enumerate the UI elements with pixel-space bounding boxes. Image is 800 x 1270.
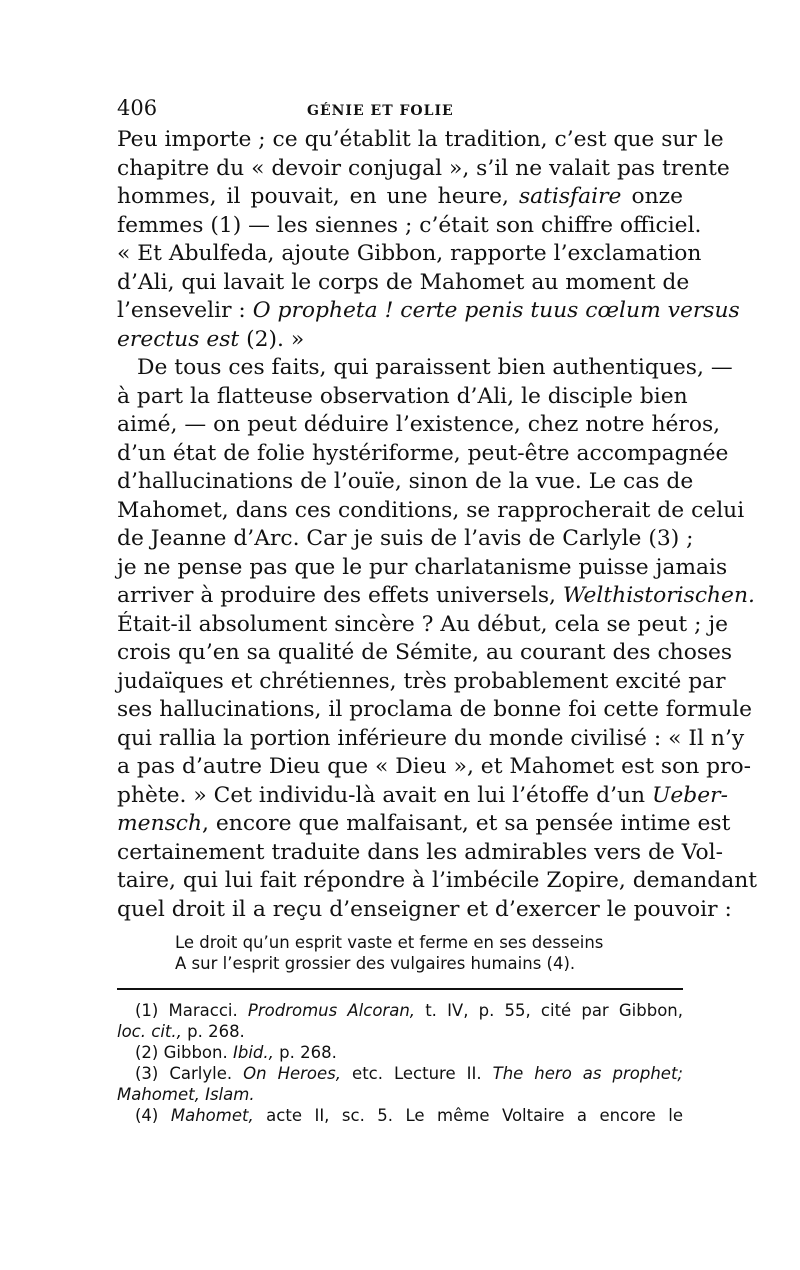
text-line: judaïques et chrétiennes, très probablement excité par — [117, 668, 726, 694]
text-line: certainement traduite dans les admirables vers de Vol- — [117, 839, 723, 865]
text-line: ses hallucinations, il proclama de bonne foi cette formule — [117, 697, 752, 722]
text-line: je ne pense pas que le pur charlatanisme puisse jamais — [117, 554, 728, 580]
footnote: (4) Mahomet, acte II, sc. 5. Le même Voltaire a encore le — [135, 1106, 683, 1125]
text-line: taire, qui lui fait répondre à l’imbécile Zopire, demandant — [117, 868, 758, 893]
text-line: Peu importe ; ce qu’établit la tradition, c’est que sur le — [117, 127, 724, 152]
text-line: de Jeanne d’Arc. Car je suis de l’avis de Carlyle (3) ; — [117, 526, 694, 551]
text-line: phète. » Cet individu-là avait en lui l’étoffe d’un Ueber- — [117, 782, 728, 808]
text-line: De tous ces faits, qui paraissent bien authentiques, — — [137, 355, 733, 380]
text-line: Mahomet, dans ces conditions, se rapprocherait de celui — [117, 497, 745, 523]
verse-line: Le droit qu’un esprit vaste et ferme en ses desseins — [175, 933, 604, 952]
footnote: (3) Carlyle. On Heroes, etc. Lecture II. The hero as prophet; — [135, 1064, 683, 1083]
text-line: Était-il absolument sincère ? Au début, cela se peut ; je — [117, 611, 729, 637]
text-line: chapitre du « devoir conjugal », s’il ne valait pas trente — [117, 155, 730, 181]
verse-quote — [117, 932, 683, 974]
text-line: aimé, — on peut déduire l’existence, chez notre héros, — [117, 412, 721, 437]
footnote-continuation: Mahomet, Islam. — [117, 1085, 255, 1104]
running-title: GÉNIE ET FOLIE — [307, 103, 454, 119]
text-line: mensch, encore que malfaisant, et sa pensée intime est — [117, 811, 731, 836]
text-line: d’hallucinations de l’ouïe, sinon de la vue. Le cas de — [117, 469, 694, 494]
text-line: arriver à produire des effets universels, Welthistorischen. — [117, 583, 755, 608]
text-line: l’ensevelir : O propheta ! certe penis tuus cœlum versus — [117, 298, 740, 323]
footnote: (2) Gibbon. Ibid., p. 268. — [135, 1043, 337, 1062]
text-line: femmes (1) — les siennes ; c’était son chiffre officiel. — [117, 212, 702, 238]
page-header — [117, 96, 683, 126]
footnote-continuation: loc. cit., p. 268. — [117, 1022, 245, 1041]
text-line: quel droit il a reçu d’enseigner et d’exercer le pouvoir : — [117, 896, 732, 922]
text-line: d’Ali, qui lavait le corps de Mahomet au moment de — [117, 269, 690, 295]
text-line: « Et Abulfeda, ajoute Gibbon, rapporte l’exclamation — [117, 241, 702, 266]
text-line: à part la flatteuse observation d’Ali, le disciple bien — [117, 383, 688, 409]
page-number: 406 — [117, 96, 158, 120]
text-line: hommes, il pouvait, en une heure, satisfaire onze — [117, 184, 683, 209]
verse-line: A sur l’esprit grossier des vulgaires humains (4). — [175, 954, 576, 973]
text-line: erectus est (2). » — [117, 326, 305, 352]
book-page — [117, 96, 758, 1126]
footnotes — [117, 1000, 683, 1126]
text-line: crois qu’en sa qualité de Sémite, au courant des choses — [117, 640, 733, 665]
footnote-divider — [117, 988, 683, 990]
text-line: qui rallia la portion inférieure du monde civilisé : « Il n’y — [117, 725, 745, 751]
body-text — [117, 126, 758, 924]
footnote: (1) Maracci. Prodromus Alcoran, t. IV, p. 55, cité par Gibbon, — [135, 1001, 683, 1020]
text-line: d’un état de folie hystériforme, peut-être accompagnée — [117, 440, 729, 466]
text-line: a pas d’autre Dieu que « Dieu », et Mahomet est son pro- — [117, 754, 752, 779]
